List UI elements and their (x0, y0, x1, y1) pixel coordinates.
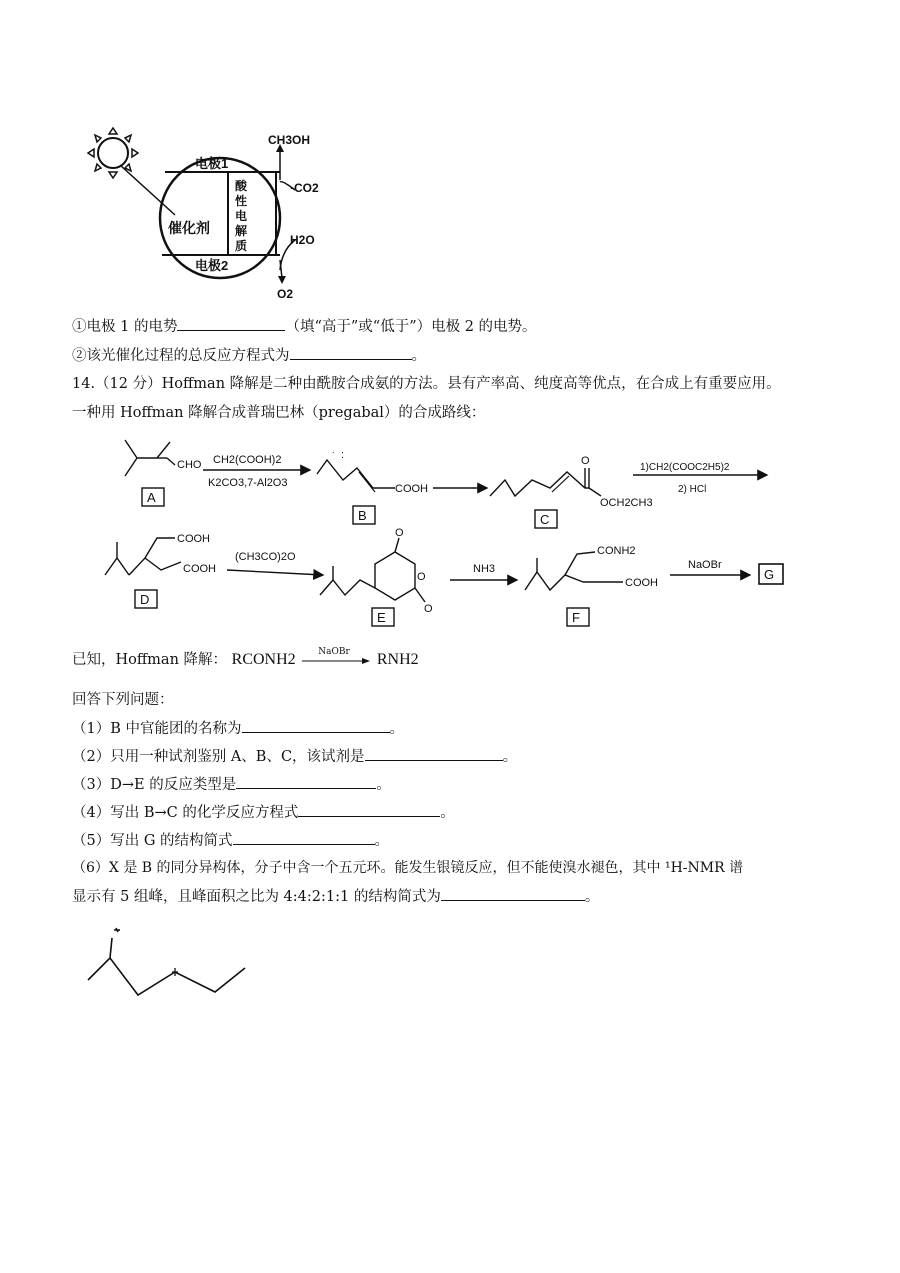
label-e: E (377, 610, 386, 625)
svg-text:解: 解 (235, 224, 248, 238)
label-g: G (764, 567, 775, 582)
q14-intro-line1: 14.（12 分）Hoffman 降解是二种由酰胺合成氨的方法。县有产率高、纯度高等优点，在合成上有重要应用。 (72, 376, 781, 392)
answer-blank[interactable] (365, 746, 503, 761)
svg-text:性: 性 (235, 194, 248, 208)
catalyst-label: 催化剂 (168, 220, 210, 236)
electrode2-label: 电极2 (195, 258, 229, 273)
compound-c (490, 455, 653, 528)
question-4: （4）写出 B→C 的化学反应方程式 。 (72, 802, 455, 823)
answer-prompt: 回答下列问题： (72, 692, 174, 708)
answer-blank[interactable] (290, 345, 412, 360)
label-f: F (572, 610, 580, 625)
label-b: B (358, 508, 367, 523)
co2-label: ·CO2 (290, 181, 319, 195)
compound-g (759, 564, 783, 584)
compound-e (320, 527, 433, 626)
svg-text:OCH2CH3: OCH2CH3 (600, 497, 653, 509)
svg-text:COOH: COOH (183, 563, 216, 575)
electrode1-label: 电极1 (195, 156, 229, 171)
answer-blank[interactable] (177, 316, 285, 331)
svg-text:2) HCl: 2) HCl (678, 484, 707, 495)
question-1: （1）B 中官能团的名称为 。 (72, 718, 404, 739)
svg-text:NaOBr: NaOBr (688, 559, 722, 571)
question-6-line2: 显示有 5 组峰，且峰面积之比为 4:4:2:1:1 的结构简式为 。 (72, 886, 599, 907)
h2o-label: H2O (290, 233, 315, 247)
svg-text:电: 电 (235, 209, 248, 223)
question-6-line1: （6）X 是 B 的同分异构体，分子中含一个五元环。能发生银镜反应，但不能使溴水褪色，其中 ¹H-NMR 谱 (72, 860, 744, 876)
svg-text:质: 质 (235, 239, 248, 253)
compound-f (525, 545, 658, 626)
compound-a (125, 440, 202, 506)
svg-text:1)CH2(COOC2H5)2: 1)CH2(COOC2H5)2 (640, 462, 730, 473)
svg-text:˙: ˙ (332, 451, 336, 463)
label-a: A (147, 490, 156, 505)
question-5: （5）写出 G 的结构简式 。 (72, 830, 389, 851)
q13-item1: ①电极 1 的电势 （填“高于”或“低于”）电极 2 的电势。 (72, 316, 537, 337)
o2-label: O2 (277, 287, 294, 301)
svg-text:O: O (581, 455, 590, 467)
sun-icon (88, 128, 138, 178)
photocatalysis-figure (70, 120, 350, 305)
question-2: （2）只用一种试剂鉴别 A、B、C，该试剂是 。 (72, 746, 517, 767)
svg-text:COOH: COOH (625, 577, 658, 589)
q13-item2: ②该光催化过程的总反应方程式为 。 (72, 345, 426, 366)
q14-intro-line2: 一种用 Hoffman 降解合成普瑞巴林（pregabal）的合成路线： (72, 405, 486, 421)
reaction-arrow: NaOBr (300, 654, 372, 666)
svg-text:NH3: NH3 (473, 563, 496, 575)
answer-blank[interactable] (441, 886, 585, 901)
handwritten-skeletal-sketch (80, 920, 260, 1005)
compound-b (317, 449, 428, 524)
label-d: D (140, 592, 150, 607)
svg-text:COOH: COOH (395, 483, 428, 495)
answer-blank[interactable] (298, 802, 440, 817)
answer-blank[interactable] (242, 718, 390, 733)
answer-blank[interactable] (236, 774, 376, 789)
svg-text:(CH3CO)2O: (CH3CO)2O (235, 551, 296, 563)
svg-text:酸: 酸 (235, 179, 248, 193)
question-3: （3）D→E 的反应类型是 。 (72, 774, 391, 795)
electrolyte-label (235, 178, 248, 253)
label-c: C (540, 512, 550, 527)
svg-text::: : (341, 449, 345, 461)
svg-text:K2CO3,7-Al2O3: K2CO3,7-Al2O3 (208, 477, 288, 489)
svg-text:O: O (417, 571, 426, 583)
svg-text:O: O (395, 527, 404, 539)
svg-text:CHO: CHO (177, 459, 202, 471)
answer-blank[interactable] (233, 830, 375, 845)
svg-text:COOH: COOH (177, 533, 210, 545)
svg-text:CH2(COOH)2: CH2(COOH)2 (213, 454, 282, 466)
svg-text:CONH2: CONH2 (597, 545, 636, 557)
known-hoffman: 已知，Hoffman 降解： RCONH2 NaOBr RNH2 (72, 647, 419, 668)
compound-d (105, 533, 216, 608)
ch3oh-label: CH3OH (268, 133, 311, 147)
svg-text:O: O (424, 603, 433, 615)
synthesis-scheme (95, 430, 795, 635)
